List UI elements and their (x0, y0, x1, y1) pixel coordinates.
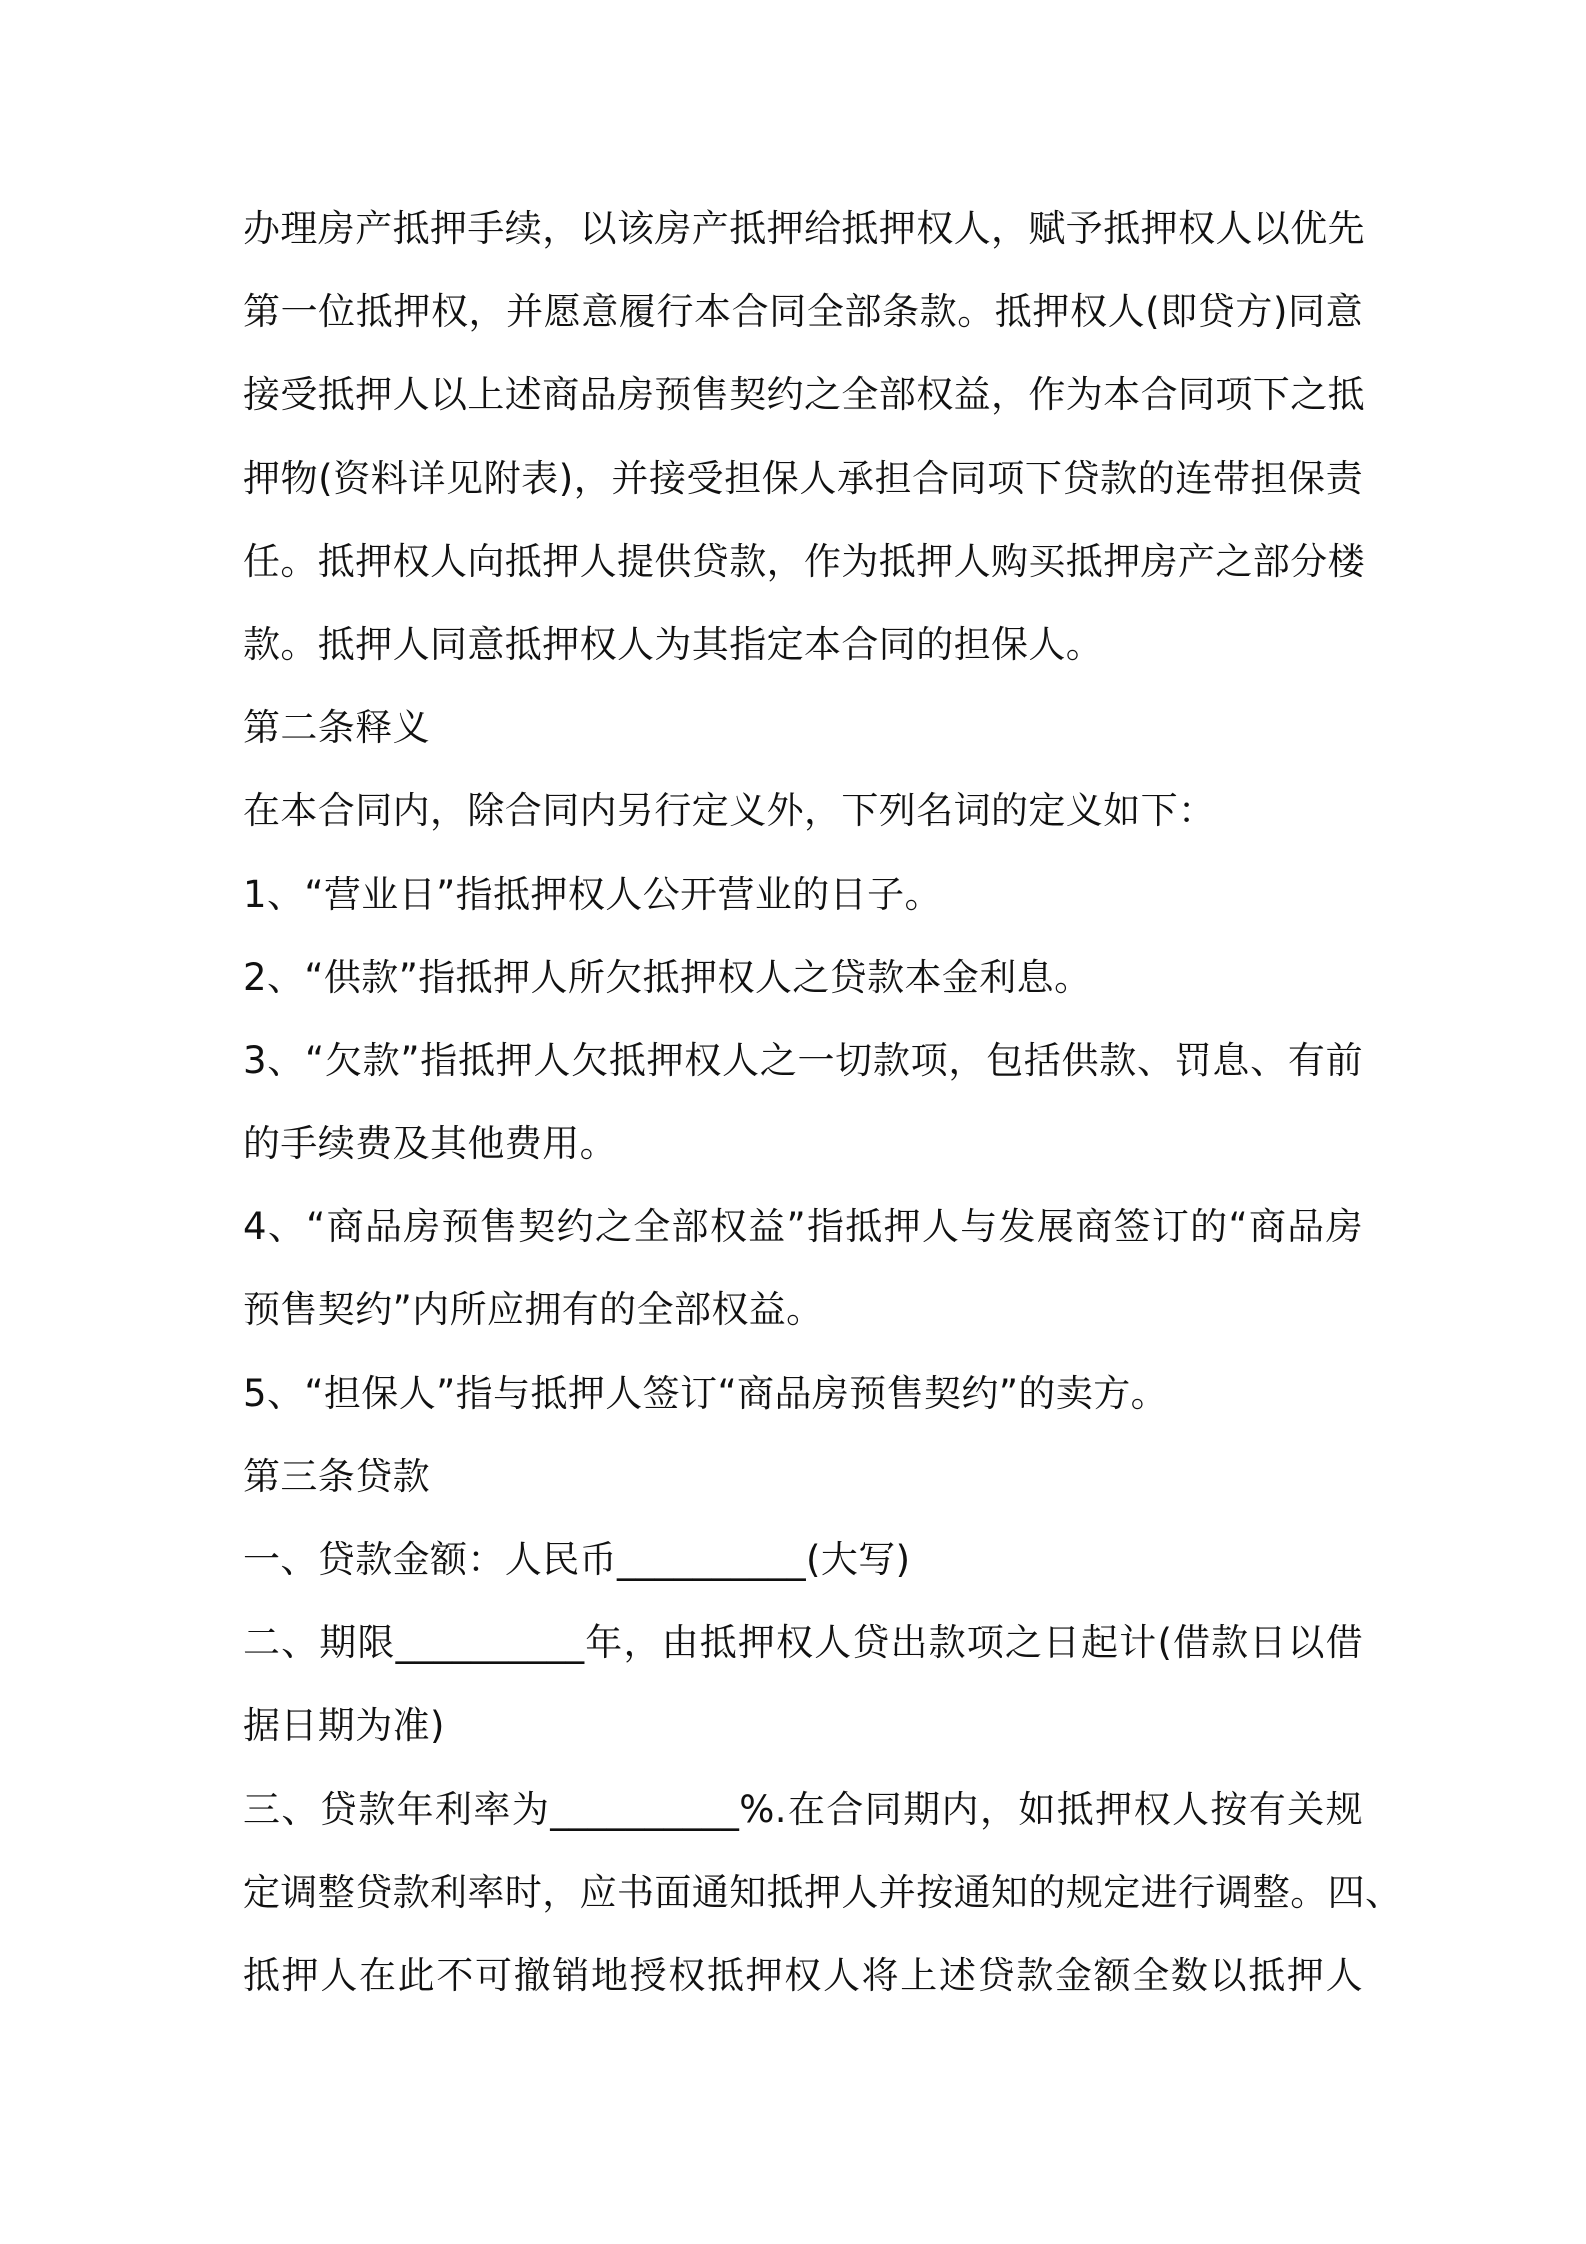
text-line: 押物(资料详见附表)，并接受担保人承担合同项下贷款的连带担保责 (243, 456, 1363, 500)
text-line: 第三条贷款 (243, 1454, 430, 1498)
text-line: 接受抵押人以上述商品房预售契约之全部权益，作为本合同项下之抵 (243, 373, 1365, 417)
text-line: 据日期为准) (243, 1704, 445, 1748)
text-line: 三、贷款年利率为__________%.在合同期内，如抵押权人按有关规 (243, 1787, 1363, 1831)
text-line: 的手续费及其他费用。 (243, 1122, 617, 1166)
text-line: 第一位抵押权，并愿意履行本合同全部条款。抵押权人(即贷方)同意 (243, 290, 1363, 334)
text-line: 2、“供款”指抵押人所欠抵押权人之贷款本金利息。 (243, 955, 1092, 999)
contract-text-body (243, 204, 1403, 2034)
text-line: 5、“担保人”指与抵押人签订“商品房预售契约”的卖方。 (243, 1371, 1169, 1415)
text-line: 办理房产抵押手续，以该房产抵押给抵押权人，赋予抵押权人以优先 (243, 207, 1365, 250)
text-line: 第二条释义 (243, 706, 430, 750)
text-line: 抵押人在此不可撤销地授权抵押权人将上述贷款金额全数以抵押人 (243, 1953, 1363, 1997)
text-line: 定调整贷款利率时，应书面通知抵押人并按通知的规定进行调整。四、 (243, 1870, 1403, 1914)
text-line: 4、“商品房预售契约之全部权益”指抵押人与发展商签订的“商品房 (243, 1205, 1363, 1249)
text-line: 款。抵押人同意抵押权人为其指定本合同的担保人。 (243, 622, 1104, 666)
text-line: 预售契约”内所应拥有的全部权益。 (243, 1288, 824, 1332)
text-line: 二、期限__________年，由抵押权人贷出款项之日起计(借款日以借 (243, 1621, 1363, 1665)
text-line: 一、贷款金额：人民币__________(大写) (243, 1538, 911, 1581)
text-line: 在本合同内，除合同内另行定义外，下列名词的定义如下： (243, 789, 1216, 833)
text-line: 1、“营业日”指抵押权人公开营业的日子。 (243, 872, 942, 916)
text-line: 任。抵押权人向抵押人提供贷款，作为抵押人购买抵押房产之部分楼 (243, 539, 1365, 583)
text-line: 3、“欠款”指抵押人欠抵押权人之一切款项，包括供款、罚息、有前 (243, 1038, 1363, 1082)
